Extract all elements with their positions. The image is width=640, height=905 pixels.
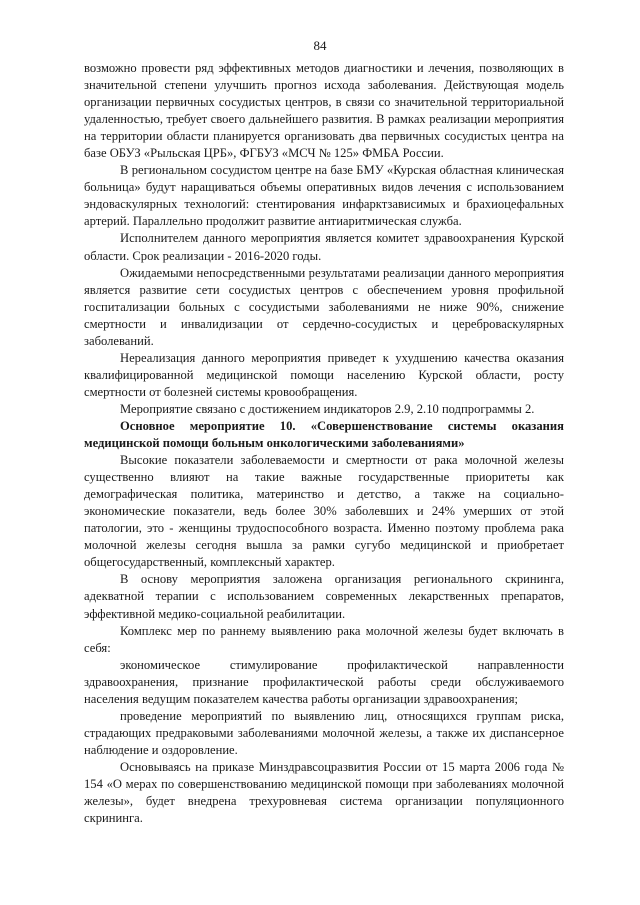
paragraph-executor: Исполнителем данного мероприятия является комитет здравоохранения Курской области. Срок реализации - 2016-2020 годы. (84, 231, 564, 263)
paragraph-regional-center: В региональном сосудистом центре на базе БМУ «Курская областная клиническая больница» будут наращиваться объемы оперативных видов лечения с использованием эндоваскулярных технологий: стентирования инфарктзависимых и брахиоцефальных артерий. Параллельно продолжит развитие антиаритмическая служба. (84, 163, 564, 229)
paragraph-screening-basis: В основу мероприятия заложена организация регионального скрининга, адекватной терапии с использованием современных лекарственных препаратов, эффективной медико-социальной реабилитации. (84, 572, 564, 621)
paragraph-measures-intro: Комплекс мер по раннему выявлению рака молочной железы будет включать в себя: (84, 623, 564, 655)
section-heading: Основное мероприятие 10. «Совершенствование системы оказания медицинской помощи больным онкологическими заболеваниями» (84, 418, 564, 451)
paragraph-expected-results: Ожидаемыми непосредственными результатами реализации данного мероприятия является развитие сети сосудистых центров с обеспечением уровня профильной госпитализации больных с сосудистыми заболеваниями не ниже 90%, снижение смертности и инвалидизации от сердечно-сосудистых и цереброваскулярных заболеваний. (84, 265, 564, 348)
list-item-risk-groups: проведение мероприятий по выявлению лиц, относящихся группам риска, страдающих предраковыми заболеваниями молочной железы, а также их диспансерное наблюдение и оздоровление. (84, 708, 564, 757)
paragraph-order-basis: Основываясь на приказе Минздравсоцразвития России от 15 марта 2006 года № 154 «О мерах по совершенствованию медицинской помощи при заболеваниях молочной железы», будет внедрена трехуровневая система организации популяционного скрининга. (84, 759, 564, 826)
paragraph-indicators: Мероприятие связано с достижением индикаторов 2.9, 2.10 подпрограммы 2. (120, 401, 535, 416)
list-item-stimulation: экономическое стимулирование профилактической направленности здравоохранения, признание профилактической работы среди обслуживаемого населения ведущим показателем качества работы организации здравоохранения; (84, 657, 564, 706)
document-body (84, 60, 564, 827)
page-number: 84 (313, 38, 327, 53)
paragraph-non-implementation: Нереализация данного мероприятия приведет к ухудшению качества оказания квалифицированной медицинской помощи населению Курской области, росту смертности от болезней системы кровообращения. (84, 350, 564, 399)
paragraph-breast-cancer: Высокие показатели заболеваемости и смертности от рака молочной железы существенно влияют на такие важные государственные приоритеты как демографическая политика, материнство и детство, а также на социально-экономические показатели, ведь более 30% заболевших и 24% умерших от этой патологии, это - женщины трудоспособного возраста. Именно поэтому проблема рака молочной железы сегодня вышла за рамки сугубо медицинской и приобретает общегосударственный, комплексный характер. (84, 453, 564, 570)
paragraph-continuation: возможно провести ряд эффективных методов диагностики и лечения, позволяющих в значительной степени улучшить прогноз исхода заболевания. Действующая модель организации первичных сосудистых центров, в связи со значительной территориальной удаленностью, требует своего дальнейшего развития. В рамках реализации мероприятия на территории области планируется организовать два первичных сосудистых центра на базе ОБУЗ «Рыльская ЦРБ», ФГБУЗ «МСЧ № 125» ФМБА России. (84, 61, 564, 161)
